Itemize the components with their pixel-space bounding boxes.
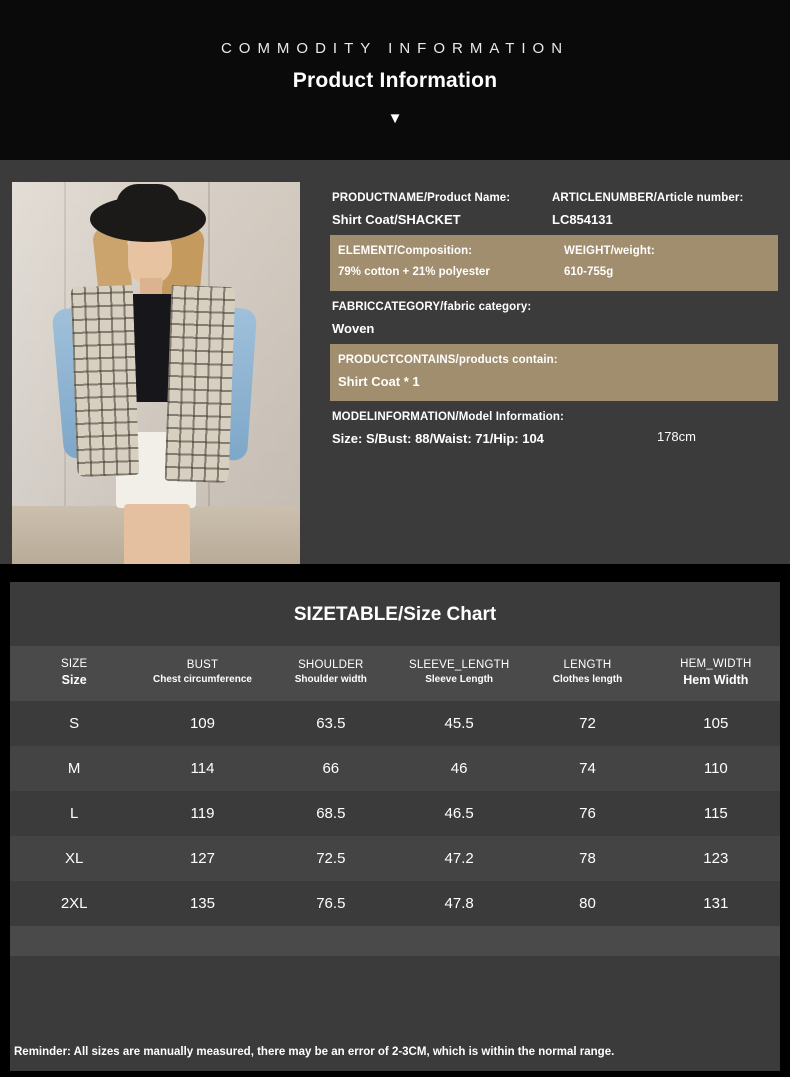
column-header-en: SIZE [60, 658, 88, 670]
field-fabric-category-label: FABRICCATEGORY/fabric category: [332, 301, 532, 314]
photo-jacket-right [165, 285, 236, 483]
size-chart-table [10, 646, 780, 956]
table-cell: 105 [652, 701, 780, 746]
column-header-en: LENGTH [563, 659, 612, 672]
table-cell: 72 [523, 701, 651, 746]
table-row [10, 836, 780, 881]
field-fabric-category [330, 291, 778, 342]
field-model-information-value: Size: S/Bust: 88/Waist: 71/Hip: 104 [332, 431, 544, 447]
column-header-en: BUST [186, 659, 219, 672]
column-header-sub: Sleeve Length [425, 674, 494, 686]
table-cell: 63.5 [267, 701, 395, 746]
field-model-information [330, 401, 778, 452]
field-product-contains [330, 344, 778, 401]
table-cell: 68.5 [267, 791, 395, 836]
field-weight-label: WEIGHT/weight: [564, 245, 655, 257]
chevron-down-icon: ▼ [387, 110, 403, 127]
table-row [10, 701, 780, 746]
field-composition [330, 235, 556, 291]
field-composition-label: ELEMENT/Composition: [338, 245, 473, 257]
table-cell: 131 [652, 881, 780, 926]
table-cell: 46 [395, 746, 523, 791]
table-cell: 74 [523, 746, 651, 791]
photo-legs [124, 504, 190, 564]
table-cell: 45.5 [395, 701, 523, 746]
table-cell: M [10, 746, 138, 791]
page-header [0, 0, 790, 160]
table-cell: 2XL [10, 881, 138, 926]
table-row [10, 746, 780, 791]
table-cell: 127 [138, 836, 266, 881]
table-cell: 80 [523, 881, 651, 926]
table-cell: 123 [652, 836, 780, 881]
table-spacer-cell [395, 926, 523, 956]
field-model-height-value: 178cm [656, 429, 696, 445]
table-cell: 114 [138, 746, 266, 791]
size-chart-column-header [138, 646, 266, 701]
column-header-en: HEM_WIDTH [680, 658, 752, 670]
size-chart-column-header [395, 646, 523, 701]
size-chart-column-header [10, 646, 138, 701]
photo-hat-brim [90, 196, 206, 242]
field-product-contains-label: PRODUCTCONTAINS/products contain: [338, 354, 558, 367]
column-header-sub: Shoulder width [294, 674, 367, 686]
column-header-en: SHOULDER [298, 659, 364, 672]
field-weight [556, 235, 778, 291]
table-cell: L [10, 791, 138, 836]
table-cell: 46.5 [395, 791, 523, 836]
field-composition-value: 79% cotton + 21% polyester [338, 266, 490, 278]
product-attribute-list [330, 182, 778, 452]
size-chart-column-header [523, 646, 651, 701]
size-chart-head [10, 646, 780, 701]
table-spacer-cell [652, 926, 780, 956]
field-article-number-value: LC854131 [552, 212, 613, 227]
table-cell: 47.8 [395, 881, 523, 926]
field-product-name [330, 182, 550, 233]
field-product-name-value: Shirt Coat/SHACKET [332, 212, 461, 227]
table-cell: 66 [267, 746, 395, 791]
page-title: Product Information [292, 69, 498, 92]
row-name-article [330, 182, 778, 233]
field-product-contains-value: Shirt Coat * 1 [338, 374, 420, 390]
field-model-information-label: MODELINFORMATION/Model Information: [332, 411, 564, 424]
table-spacer-cell [267, 926, 395, 956]
size-chart-column-header [652, 646, 780, 701]
table-cell: 109 [138, 701, 266, 746]
table-spacer-cell [523, 926, 651, 956]
table-cell: 76 [523, 791, 651, 836]
table-cell: 110 [652, 746, 780, 791]
row-fabric-category [330, 291, 778, 342]
field-product-name-label: PRODUCTNAME/Product Name: [332, 192, 511, 204]
model-photo [12, 182, 300, 564]
column-header-sub: Hem Width [683, 673, 749, 687]
header-eyebrow: COMMODITY INFORMATION [220, 40, 570, 57]
size-chart-title: SIZETABLE/Size Chart [293, 604, 497, 625]
size-chart-section [10, 582, 780, 1071]
row-composition-weight [330, 235, 778, 291]
table-row [10, 881, 780, 926]
product-info-section [0, 160, 790, 564]
table-row [10, 791, 780, 836]
row-model-information [330, 401, 778, 452]
model-photo-image [12, 182, 300, 564]
field-article-number-label: ARTICLENUMBER/Article number: [552, 192, 744, 204]
column-header-sub: Clothes length [552, 674, 623, 686]
table-footer-spacer [10, 926, 780, 956]
field-article-number [550, 182, 778, 233]
table-cell: 115 [652, 791, 780, 836]
table-cell: 78 [523, 836, 651, 881]
size-chart-body [10, 701, 780, 956]
table-cell: 76.5 [267, 881, 395, 926]
table-cell: S [10, 701, 138, 746]
row-product-contains [330, 344, 778, 401]
table-spacer-cell [10, 926, 138, 956]
column-header-sub: Size [61, 673, 87, 687]
table-spacer-cell [138, 926, 266, 956]
table-cell: 119 [138, 791, 266, 836]
size-chart-header-row [10, 646, 780, 701]
table-cell: XL [10, 836, 138, 881]
size-reminder-note: Reminder: All sizes are manually measured, there may be an error of 2-3CM, which is within the normal range. [10, 1036, 780, 1071]
size-chart-column-header [267, 646, 395, 701]
column-header-en: SLEEVE_LENGTH [408, 659, 510, 672]
column-header-sub: Chest circumference [153, 674, 252, 686]
table-cell: 72.5 [267, 836, 395, 881]
field-fabric-category-value: Woven [332, 321, 375, 337]
table-cell: 47.2 [395, 836, 523, 881]
photo-jacket-left [71, 285, 140, 477]
field-weight-value: 610-755g [564, 266, 614, 278]
table-cell: 135 [138, 881, 266, 926]
